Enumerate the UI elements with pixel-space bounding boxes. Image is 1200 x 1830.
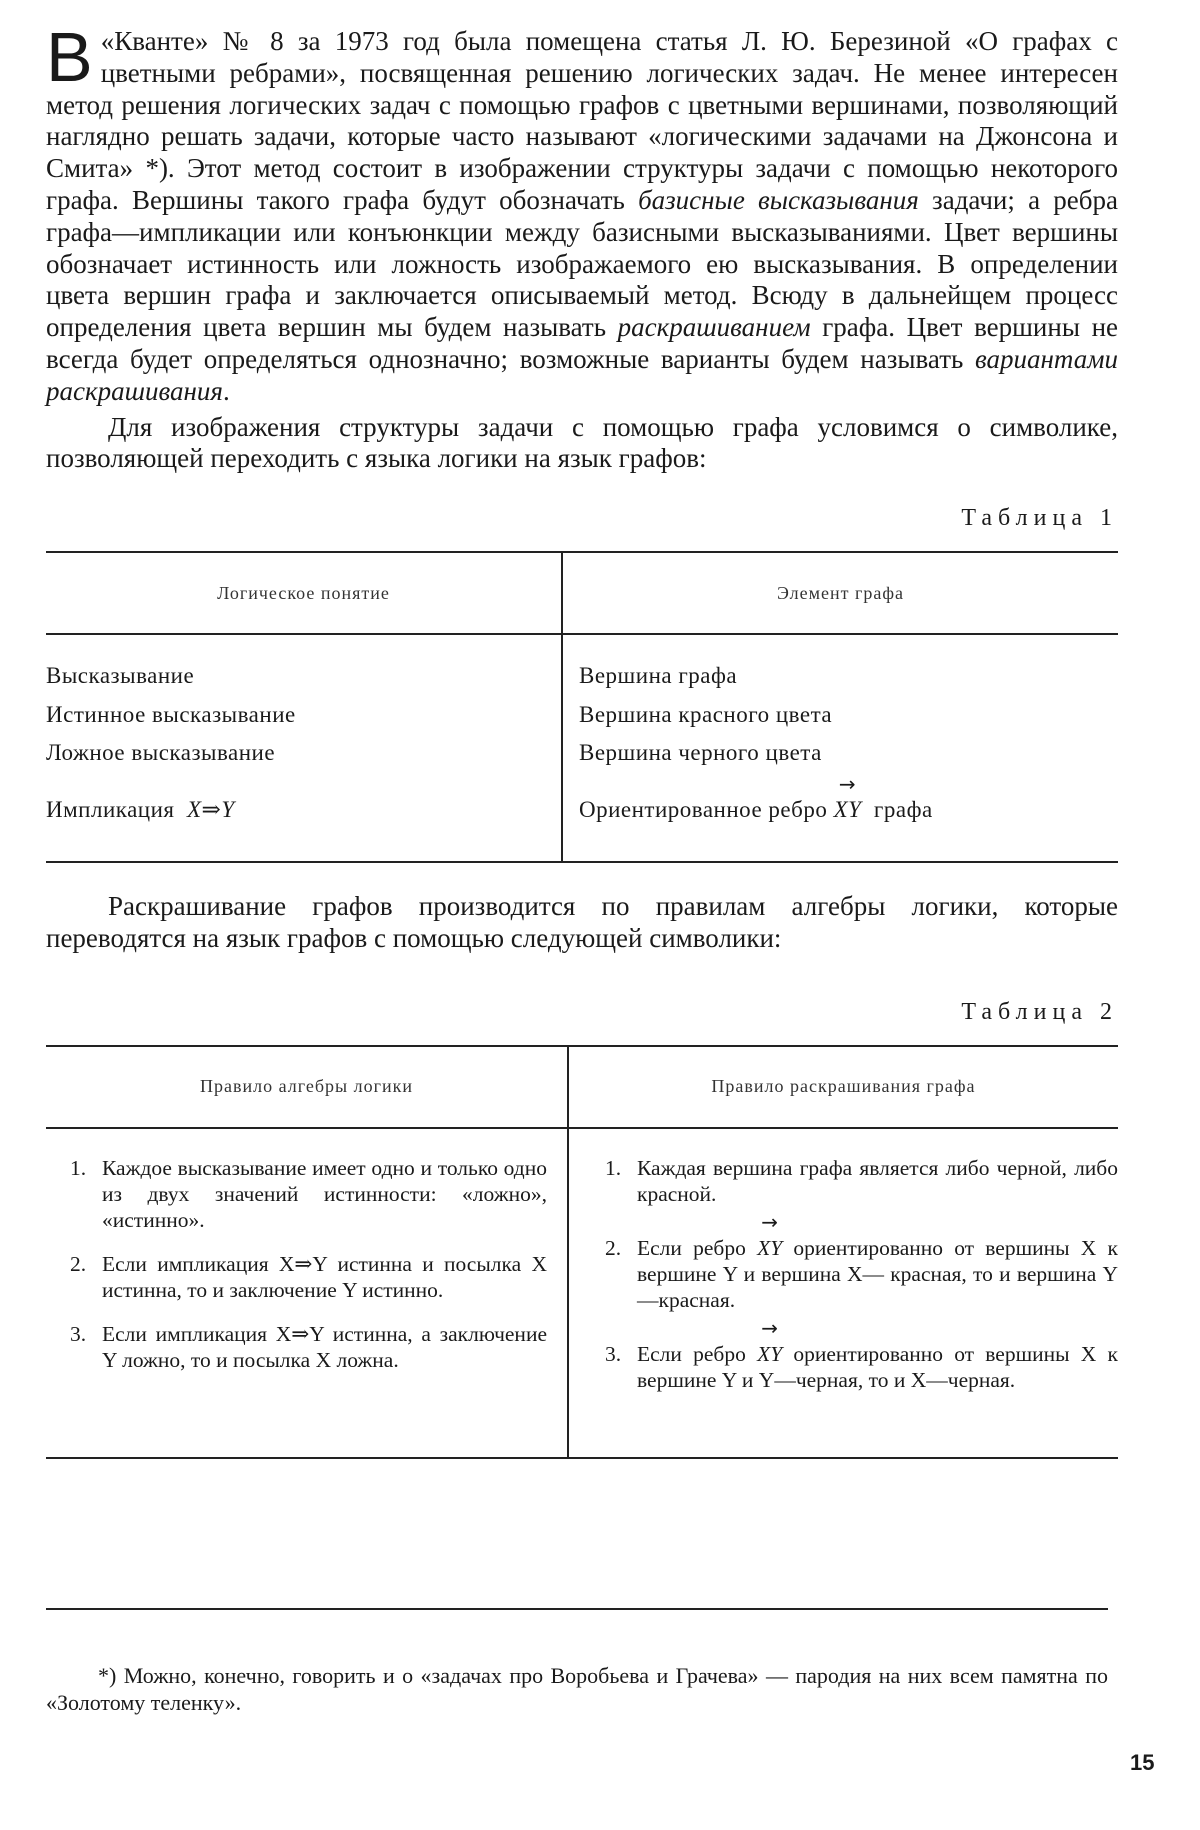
coloring-paragraph: Раскрашивание графов производится по правилам алгебры логики, которые переводятся на язык графов с помощью следующей символики: [46,891,1118,953]
logic-rule [70,1321,547,1373]
intro-text-2: задачи; а ребра графа—импликации или конъюнкции между базисными высказываниями. Цвет вершины обозначает истинность или ложность изображаемого ею высказывания. В определении цвета вершин графа и заключается описываемый метод. Всюду в дальнейщем процесс определения цвета вершин мы будем называть [46,184,1119,343]
drop-cap: В [46,18,93,96]
edge-vector-xy: → XY [834,791,862,830]
rule-number: 3. [605,1341,622,1366]
table1-header-right: Элемент графа [562,552,1118,634]
footnote: *) Можно, конечно, говорить и о «задачах про Воробьева и Грачева» — пародия на них всем памятна по «Золотому теленку». [46,1663,1108,1715]
page-number: 15 [1130,1750,1155,1775]
rule-number: 1. [605,1155,622,1180]
table2-header-left: Правило алгебры логики [46,1046,568,1128]
intro-text-3: графа. Цвет вершины не всегда будет определяться однозначно; возможные варианты будем называть [46,312,1118,374]
edge-vector-xy: → XY [757,1341,782,1367]
rule-text: Если ребро → XY ориентированно от вершины X к вершине Y и вершина X— красная, то и вершина Y—красная. [637,1235,1118,1313]
table1-right-item: Вершина красного цвета [579,701,833,727]
intro-emphasis-1: базисные высказывания [638,184,919,215]
table1-left-item: Ложное высказывание [46,740,276,766]
table2-header-right: Правило раскрашивания графа [568,1046,1118,1128]
table1-right-item: Вершина черного цвета [579,740,822,766]
intro-text-1: «Кванте» № 8 за 1973 год была помещена статья Л. Ю. Березиной «О графах с цветными ребрами», посвященная решению логических задач. Не менее интересен метод решения логических задач с помощью графов с цветными вершинами, позволяющий наглядно решать задачи, которые часто называют «логическими задачами на Джонсона и Смита» *). Этот метод состоит в изображении структуры задачи с помощью некоторого графа. Вершины такого графа будут обозначать [46,26,1118,215]
rule-text: Если ребро → XY ориентированно от вершины X к вершине Y и Y—черная, то и X—черная. [637,1341,1118,1393]
logic-rule [70,1155,547,1233]
graph-rule [605,1235,1118,1313]
table-2 [46,1045,1118,1459]
table1-left-item-implication [46,791,560,830]
symbolics-paragraph: Для изображения структуры задачи с помощью графа условимся о символике, позволяющей переходить с языка логики на язык графов: [46,411,1118,474]
rule-number: 2. [70,1251,87,1276]
rule-text: Каждая вершина графа является либо черной, либо красной. [637,1155,1118,1206]
rule-text: Если импликация X⇒Y истинна и посылка X истинна, то и заключение Y истинно. [102,1251,547,1302]
edge-label-suffix: графа [873,796,933,822]
page-body [46,18,1119,1459]
table2-right-column [568,1128,1118,1458]
table1-left-item: Истинное высказывание [46,701,296,727]
logic-rule [70,1251,547,1303]
graph-rule [605,1155,1118,1207]
rule-number: 1. [70,1155,87,1180]
edge-vector-xy: → XY [757,1235,782,1261]
table1-right-item: Вершина графа [579,663,738,689]
table1-left-column [46,634,562,862]
rule-number: 3. [70,1321,87,1346]
rule-text: Если импликация X⇒Y истинна, а заключение Y ложно, то и посылка X ложна. [102,1321,547,1372]
intro-paragraph [46,18,1119,408]
implication-label: Импликация [46,796,175,822]
graph-rule [605,1341,1118,1393]
table1-header-left: Логическое понятие [46,552,562,634]
table1-left-item: Высказывание [46,663,195,689]
rule-text: Каждое высказывание имеет одно и только одно из двух значений истинности: «ложно», «истинно». [102,1155,547,1232]
table2-caption: Таблица 2 [961,998,1118,1025]
table1-caption: Таблица 1 [961,505,1118,532]
edge-label: Ориентированное ребро [579,796,828,822]
table1-right-column [562,634,1118,862]
intro-emphasis-3: вариантами раскрашивания [46,343,1118,406]
rule-number: 2. [605,1235,622,1260]
intro-emphasis-2: раскрашиванием [617,312,811,343]
intro-text-4: . [222,375,230,406]
table1-right-item-edge [579,791,1117,830]
footnote-divider [46,1608,1108,1610]
implication-symbol: X⇒Y [187,796,235,822]
table2-left-column [46,1128,568,1458]
table-1 [46,551,1118,863]
